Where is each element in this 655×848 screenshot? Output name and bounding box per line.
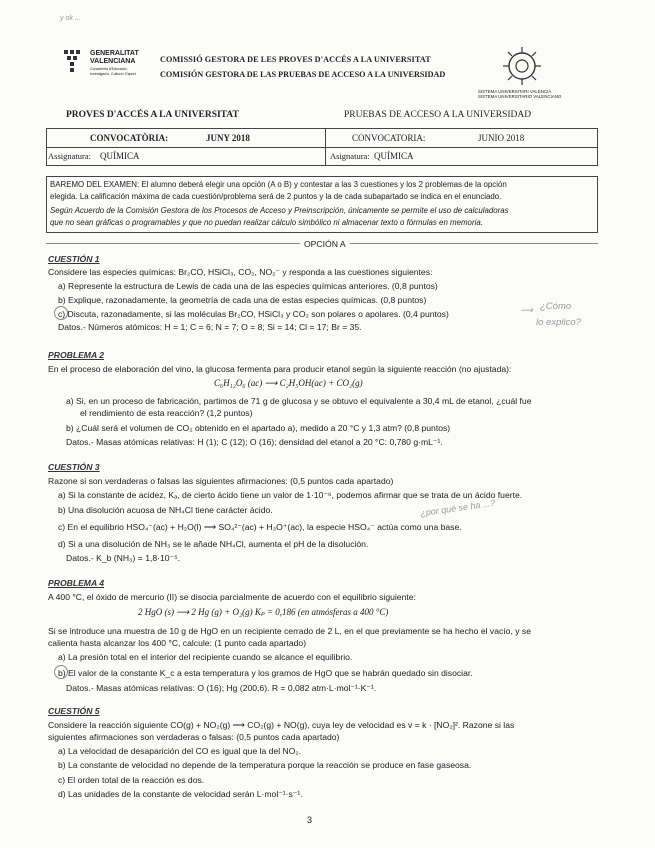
c3-d: d) Si a una disolución de NH₃ se le añade NH₄Cl, aumenta el pH de la disolución.	[58, 539, 369, 549]
c3-title: CUESTIÓN 3	[48, 462, 100, 472]
asignatura-val-label: Assignatura:	[48, 151, 91, 161]
title-valencian: PROVES D'ACCÉS A LA UNIVERSITAT	[66, 110, 239, 120]
c1-a: a) Represente la estructura de Lewis de cada una de las especies químicas anteriores. (0,8 puntos)	[58, 281, 438, 291]
p4-title: PROBLEMA 4	[48, 578, 105, 588]
gva-line1: GENERALITAT	[90, 50, 139, 57]
gva-line2: VALENCIANA	[90, 58, 136, 65]
c5-c: c) El orden total de la reacción es dos.	[58, 775, 205, 785]
p2-equation: C₆H₁₂O₆ (ac) ⟶ C₂H₅OH(ac) + CO₂(g)	[214, 378, 363, 388]
p4-datos: Datos.- Masas atómicas relativas: O (16); Hg (200,6). R = 0,082 atm·L·mol⁻¹·K⁻¹.	[66, 683, 377, 693]
p4-equation: 2 HgO (s) ⟶ 2 Hg (g) + O₂(g) Kₚ = 0,186 (en atmósferas a 400 °C)	[138, 607, 389, 617]
c5-a: a) La velocidad de desaparición del CO es igual que la del NO₂.	[58, 746, 302, 756]
c1-c: c) Discuta, razonadamente, si las moléculas Br₂CO, HSiCl₃ y CO₂ son polares o apolares. (0,4 puntos)	[58, 309, 449, 319]
asignatura-es-label: Asignatura:	[330, 151, 370, 161]
c1-title: CUESTIÓN 1	[48, 254, 100, 264]
commission-spanish: COMISIÓN GESTORA DE LAS PRUEBAS DE ACCESO A LA UNIVERSIDAD	[160, 70, 446, 79]
seal-line2: SISTEMA UNIVERSITARIO VALENCIANO	[478, 94, 562, 99]
p2-a2: el rendimiento de esta reacción? (1,2 puntos)	[80, 408, 253, 418]
gva-line3: Conselleria d'Educació, Investigació, Cultura i Esport	[90, 67, 136, 76]
c3-datos: Datos.- K_b (NH₃) = 1,8·10⁻⁵.	[66, 553, 181, 563]
option-title: OPCIÓN A	[300, 239, 350, 249]
c1-note-arrow-icon: ⟶	[520, 305, 533, 315]
commission-valencian: COMISSIÓ GESTORA DE LES PROVES D'ACCÉS A LA UNIVERSITAT	[160, 55, 431, 64]
c5-b: b) La constante de velocidad no depende de la temperatura porque la reacción se produce en fase gaseosa.	[58, 760, 472, 770]
c1-intro: Considere las especies químicas: Br₂CO, HSiCl₃, CO₂, NO₂⁻ y responda a las cuestiones siguientes:	[48, 267, 433, 277]
c3-a: a) Si la constante de acidez, Kₐ, de cierto ácido tiene un valor de 1·10⁻⁶, podemos afirmar que se trata de un ácido fuerte.	[58, 490, 523, 500]
c3-intro: Razone si son verdaderas o falsas las siguientes afirmaciones: (0,5 puntos cada apartado)	[48, 476, 394, 486]
baremo-line2: elegida. La calificación máxima de cada cuestión/problema será de 2 puntos y la de cada subapartado se indica en el enunciado.	[50, 192, 502, 201]
p4-text1: Si se introduce una muestra de 10 g de HgO en un recipiente cerrado de 2 L, en el que previamente se ha hecho el vacío, y se	[48, 626, 531, 636]
p4-a: a) La presión total en el interior del recipiente cuando se alcance el equilibrio.	[58, 652, 353, 662]
c3-c: c) En el equilibrio HSO₄⁻(ac) + H₂O(l) ⟶ SO₄²⁻(ac) + H₃O⁺(ac), la especie HSO₄⁻ actúa como una base.	[58, 522, 462, 532]
p2-b: b) ¿Cuál será el volumen de CO₂ obtenido en el apartado a), medido a 20 °C y 1,3 atm? (0,8 puntos)	[66, 423, 451, 433]
convocatoria-val-label: CONVOCATÒRIA:	[90, 133, 169, 143]
p2-a1: a) Si, en un proceso de fabricación, partimos de 71 g de glucosa y se obtuvo el equivalente a 30,4 mL de etanol, ¿cuál fue	[66, 396, 532, 406]
convocatoria-es-value: JUNIO 2018	[478, 133, 525, 143]
convocatoria-val-value: JUNY 2018	[206, 133, 250, 143]
convocatoria-es-label: CONVOCATORIA:	[352, 133, 426, 143]
baremo-line4: que no sean gráficas o programables y que no puedan realizar cálculo simbólico ni almacenar texto o fórmulas en memoria.	[50, 218, 483, 227]
c3-b: b) Una disolución acuosa de NH₄Cl tiene carácter ácido.	[58, 505, 273, 515]
c5-intro1: Considere la reacción siguiente CO(g) + NO₂(g) ⟶ CO₂(g) + NO(g), cuya ley de velocidad es v = k · [NO₂]². Razone si las	[48, 720, 515, 730]
c1-datos: Datos.- Números atómicos: H = 1; C = 6; N = 7; O = 8; Si = 14; Cl = 17; Br = 35.	[58, 322, 362, 332]
generalitat-logo-icon	[62, 48, 84, 74]
p4-b: b) El valor de la constante K_c a esta temperatura y los gramos de HgO que se habrán quedado sin disociar.	[58, 668, 473, 678]
p2-title: PROBLEMA 2	[48, 350, 105, 360]
page-number: 3	[307, 815, 313, 825]
p4-text2: calienta hasta alcanzar los 400 °C, calcule: (1 punto cada apartado)	[48, 638, 307, 648]
university-seal-icon	[500, 44, 544, 88]
c5-title: CUESTIÓN 5	[48, 706, 100, 716]
seal-line1: SISTEMA UNIVERSITARI VALENCIÀ	[478, 89, 552, 94]
c5-d: d) Las unidades de la constante de velocidad serán L·mol⁻¹·s⁻¹.	[58, 789, 303, 799]
asignatura-es-value: QUÍMICA	[374, 151, 414, 161]
p2-datos: Datos.- Masas atómicas relativas: H (1); C (12); O (16); densidad del etanol a 20 °C: 0,780 g·mL⁻¹.	[66, 437, 443, 447]
baremo-line1: BAREMO DEL EXAMEN: El alumno deberá elegir una opción (A o B) y contestar a las 3 cuestiones y los 2 problemas de la opción	[50, 180, 507, 189]
asignatura-val-value: QUÍMICA	[100, 151, 140, 161]
title-spanish: PRUEBAS DE ACCESO A LA UNIVERSIDAD	[344, 110, 532, 120]
c5-intro2: siguientes afirmaciones son verdaderas o falsas: (0,5 puntos cada apartado)	[48, 732, 340, 742]
p2-intro: En el proceso de elaboración del vino, la glucosa fermenta para producir etanol según la siguiente reacción (no ajustada):	[48, 364, 512, 374]
c1-note-2: lo explico?	[536, 317, 581, 328]
c3-note: ¿por qué se ha ...?	[419, 497, 496, 519]
baremo-line3: Según Acuerdo de la Comisión Gestora de los Procesos de Acceso y Preinscripción, únicamente se permite el uso de calculadoras	[50, 206, 509, 215]
corner-scribble: y ok ...	[60, 15, 81, 22]
p4-intro: A 400 °C, el óxido de mercurio (II) se disocia parcialmente de acuerdo con el equilibrio siguiente:	[48, 592, 416, 602]
c1-b: b) Explique, razonadamente, la geometría de cada una de estas especies químicas. (0,8 puntos)	[58, 295, 427, 305]
c1-note-1: ¿Cómo	[540, 301, 572, 312]
